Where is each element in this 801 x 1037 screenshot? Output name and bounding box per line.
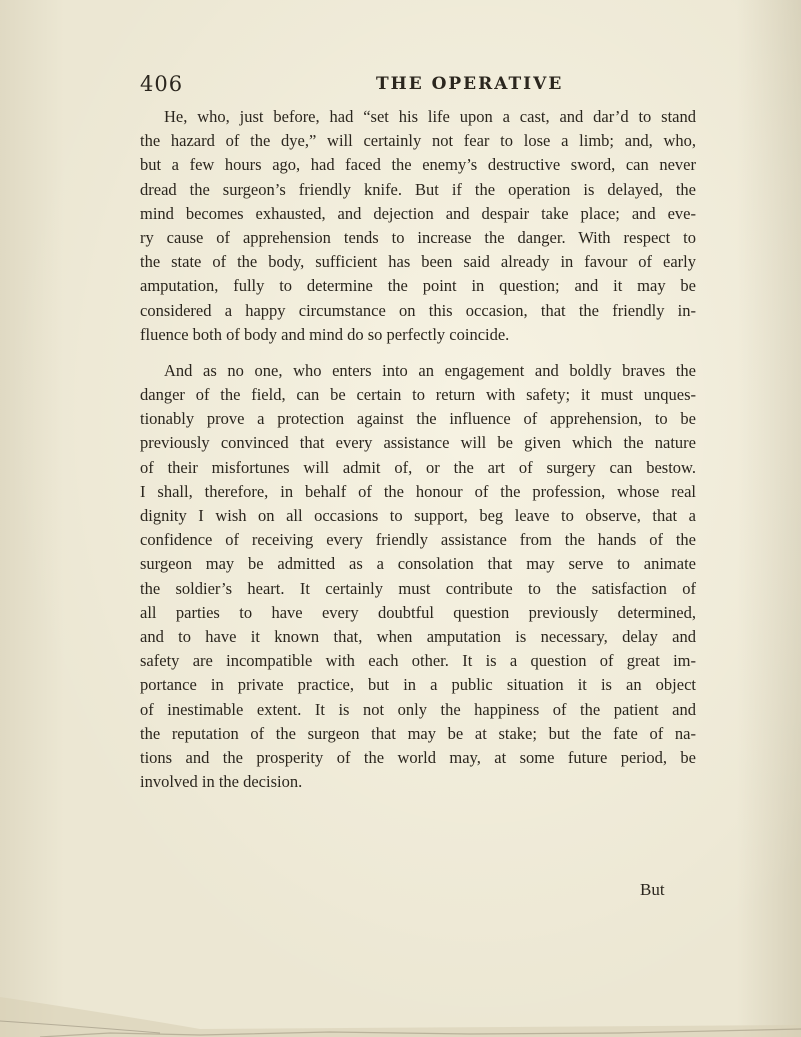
- catchword: But: [640, 880, 665, 899]
- text-line: considered a happy circumstance on this occasion, that the friendly in-: [140, 300, 696, 320]
- running-head: THE OPERATIVE: [376, 74, 564, 94]
- text-line: involved in the decision.: [140, 772, 303, 792]
- text-line: of their misfortunes will admit of, or the art of surgery can bestow.: [140, 457, 696, 477]
- text-line: And as no one, who enters into an engagement and boldly braves the: [164, 360, 696, 380]
- text-line: I shall, therefore, in behalf of the honour of the profession, whose real: [140, 481, 696, 501]
- text-line: tions and the prosperity of the world may, at some future period, be: [140, 747, 696, 767]
- text-line: the soldier’s heart. It certainly must contribute to the satisfaction of: [140, 578, 696, 598]
- text-line: tionably prove a protection against the influence of apprehension, to be: [140, 409, 696, 429]
- text-line: but a few hours ago, had faced the enemy’s destructive sword, can never: [140, 155, 696, 175]
- text-line: safety are incompatible with each other. It is a question of great im-: [140, 651, 696, 671]
- body-text: [140, 105, 696, 794]
- paragraph-gap: [140, 347, 696, 359]
- text-line: ry cause of apprehension tends to increase the danger. With respect to: [140, 227, 696, 247]
- paragraph: [140, 105, 696, 347]
- text-line: dignity I wish on all occasions to support, beg leave to observe, that a: [140, 506, 696, 525]
- text-line: the state of the body, sufficient has been said already in favour of early: [140, 252, 696, 272]
- paragraph: [140, 359, 696, 794]
- page-number: 406: [140, 72, 184, 96]
- text-line: danger of the field, can be certain to return with safety; it must unques-: [140, 385, 696, 405]
- text-line: dread the surgeon’s friendly knife. But if the operation is delayed, the: [140, 179, 696, 199]
- text-line: the reputation of the surgeon that may be at stake; but the fate of na-: [140, 723, 696, 743]
- text-line: of inestimable extent. It is not only the happiness of the patient and: [140, 699, 696, 719]
- text-line: amputation, fully to determine the point in question; and it may be: [140, 276, 696, 296]
- text-line: confidence of receiving every friendly assistance from the hands of the: [140, 530, 696, 550]
- text-line: the hazard of the dye,” will certainly not fear to lose a limb; and, who,: [140, 131, 696, 151]
- text-line: previously convinced that every assistance will be given which the nature: [140, 433, 696, 453]
- page-edge-shadow: [0, 977, 801, 1037]
- text-line: portance in private practice, but in a public situation it is an object: [140, 675, 696, 695]
- text-line: all parties to have every doubtful question previously determined,: [140, 602, 696, 622]
- text-line: mind becomes exhausted, and dejection and despair take place; and eve-: [140, 203, 696, 223]
- text-line: and to have it known that, when amputation is necessary, delay and: [140, 626, 696, 646]
- page-header: [140, 72, 700, 98]
- text-line: fluence both of body and mind do so perfectly coincide.: [140, 324, 510, 344]
- text-line: He, who, just before, had “set his life upon a cast, and dar’d to stand: [164, 107, 696, 126]
- text-line: surgeon may be admitted as a consolation that may serve to animate: [140, 554, 696, 574]
